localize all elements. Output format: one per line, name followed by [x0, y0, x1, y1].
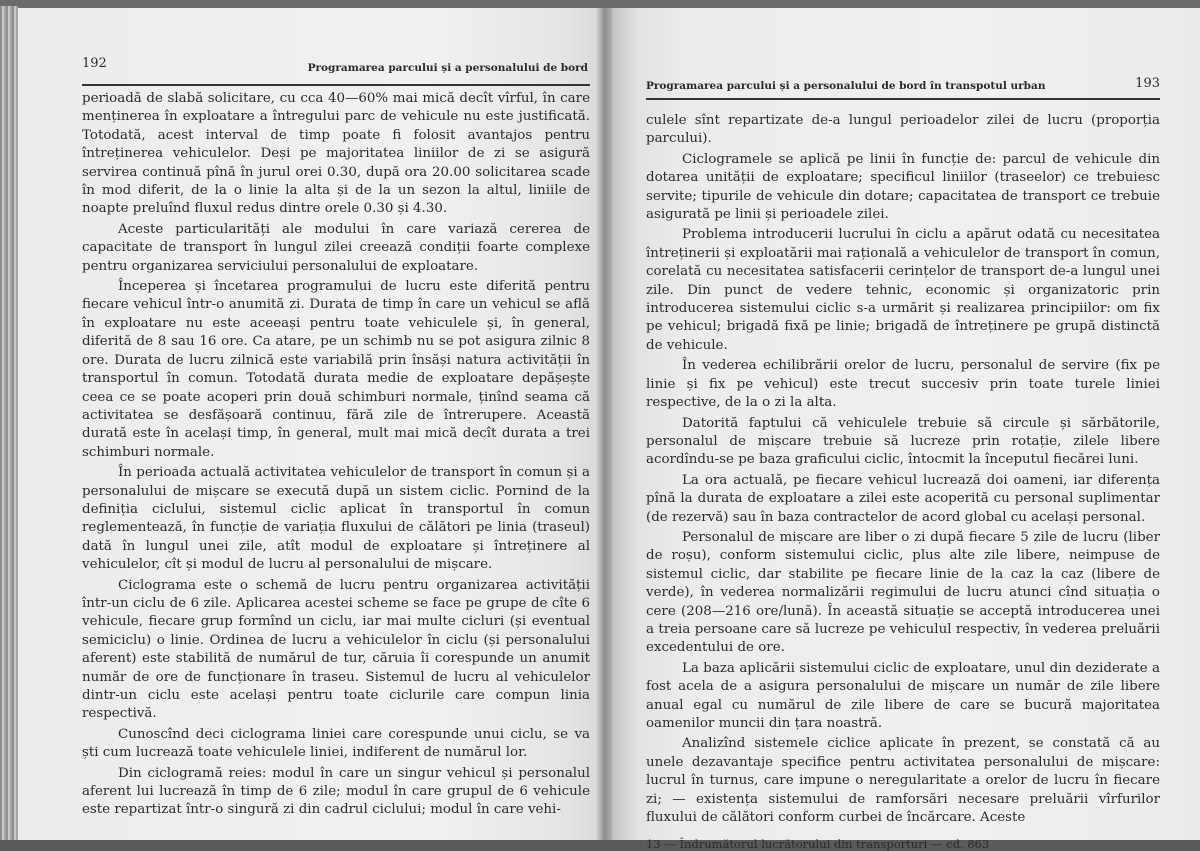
paragraph: Datorită faptului că vehiculele trebuie să circule și sărbătorile, personalul de mișcare trebuie să lucreze prin rotație, zilele libere acordîndu-se pe baza graficului ciclic, întocmit la începutul fiecărei luni. — [646, 415, 1160, 468]
paragraph: Personalul de mișcare are liber o zi după fiecare 5 zile de lucru (liber de roșu), conform sistemului ciclic, plus alte zile libere, neimpuse de sistemul ciclic, dar stabilite pe fiecare linie de la caz la caz (libere de verde), în vederea normalizării regimului de lucru atunci cînd situația o cere (208—216 ore/lună). În această situație se acceptă introducerea unei a treia persoane care să lucreze pe vehiculul respectiv, în vederea preluării excedentului de ore. — [646, 529, 1160, 656]
body-text — [646, 112, 1160, 829]
left-page — [18, 8, 602, 840]
paragraph: Ciclogramele se aplică pe linii în funcție de: parcul de vehicule din dotarea unității de exploatare; specificul liniilor (traseelor) ce trebuiesc servite; tipurile de vehicule din dotare; capacitatea de transport ce trebuie asigurată pe linii și perioadele zilei. — [646, 151, 1160, 223]
paragraph: culele sînt repartizate de-a lungul perioadelor zilei de lucru (proporția parcului). — [646, 113, 1160, 147]
paragraph: Începerea și încetarea programului de lucru este diferită pentru fiecare vehicul într-o anumită zi. Durata de timp în care un vehicul se află în exploatare nu este aceeași pentru toate vehiculele și, în general, diferită de 8 sau 16 ore. Ca atare, pe un schimb nu se pot asigura zilnic 8 ore. Durata de lucru zilnică este variabilă prin însăși natura activității în transportul în comun. Totodată durata medie de exploatare depășește ceea ce se poate acoperi prin două schimburi normale, ținînd seama că activitatea se desfășoară continuu, fără zile de întrerupere. Această durată este în același timp, în general, mult mai mică decît durata a trei schimburi normale. — [82, 279, 590, 460]
page-number: 192 — [82, 56, 107, 71]
page-footer-signature: 13 — Îndrumătorul lucrătorului din transporturi — cd. 863 — [646, 837, 990, 851]
paragraph: Aceste particularități ale modului în care variază cererea de capacitate de transport în lungul zilei creează condiții foarte complexe pentru organizarea serviciului personalului de exploatare. — [82, 221, 590, 274]
paragraph: În perioada actuală activitatea vehiculelor de transport în comun și a personalului de mișcare se execută după un sistem ciclic. Pornind de la definiția ciclului, sistemul ciclic aplicat în transportul în comun reglementează, în funcție de variația fluxului de călători pe linia (traseul) dată în lungul unei zile, atît modul de exploatare și întreținere al vehiculelor, cît și modul de lucru al personalului de mișcare. — [82, 465, 590, 573]
paragraph: Problema introducerii lucrului în ciclu a apărut odată cu necesitatea întreținerii și exploatării mai rațională a vehiculelor de transport în comun, corelată cu necesitatea satisfacerii cerințelor de transport de-a lungul unei zile. Din punct de vedere tehnic, economic și organizatoric prin introducerea sistemului ciclic s-a urmărit și realizarea principiilor: om fix pe vehicul; brigadă fixă pe linie; brigadă de întreținere pe grupă distinctă de vehicule. — [646, 227, 1160, 353]
paragraph: perioadă de slabă solicitare, cu cca 40—60% mai mică decît vîrful, în care menținerea în exploatare a întregului parc de vehicule nu este justificată. Totodată, acest interval de timp poate fi folosit avantajos pentru întreținerea vehiculelor. Deși pe majoritatea liniilor de zi se asigură servirea continuă pînă în jurul orei 0.30, după ora 20.00 solicitarea scade în mod diferit, de la o linie la alta și de la un sezon la altul, liniile de noapte preluînd fluxul redus dintre orele 0.30 și 4.30. — [82, 91, 590, 217]
book-page-edges — [0, 6, 18, 840]
header-rule — [646, 98, 1160, 100]
running-head: Programarea parcului și a personalului de bord în transpotul urban — [646, 80, 1046, 92]
paragraph: Ciclograma este o schemă de lucru pentru organizarea activității într-un ciclu de 6 zile. Aplicarea acestei scheme se face pe grupe de cîte 6 vehicule, fiecare grup formînd un ciclu, iar mai multe cicluri (și eventual semiciclu) o linie. Ordinea de lucru a vehiculelor în ciclu (și personalului aferent) este stabilită de numărul de tur, căruia îi corespunde un anumit număr de ore de funcționare în traseu. Sistemul de lucru al vehiculelor dintr-un ciclu este același pentru toate ciclurile care compun linia respectivă. — [82, 577, 590, 722]
paragraph: În vederea echilibrării orelor de lucru, personalul de servire (fix pe linie și fix pe vehicul) este trecut succesiv prin toate turele liniei respective, de la o zi la alta. — [646, 358, 1160, 411]
page-number: 193 — [1135, 76, 1160, 91]
paragraph: Din ciclogramă reies: modul în care un singur vehicul și personalul aferent lui lucrează în timp de 6 zile; modul în care grupul de 6 vehicule este repartizat într-o singură zi din cadrul ciclului; modul în care vehi- — [82, 765, 590, 818]
right-page — [602, 8, 1200, 851]
paragraph: Analizînd sistemele ciclice aplicate în prezent, se constată că au unele dezavantaje specifice pentru activitatea personalului de mișcare: lucrul în turnus, care impune o neregularitate a orelor de lucru în fiecare zi; — existența sistemului de ramforsări necesare preluării vîrfurilor fluxului de călători conform curbei de încărcare. Aceste — [646, 736, 1160, 826]
paragraph: Cunoscînd deci ciclograma liniei care corespunde unui ciclu, se va ști cum lucrează toate vehiculele liniei, indiferent de numărul lor. — [82, 726, 590, 761]
paragraph: La ora actuală, pe fiecare vehicul lucrează doi oameni, iar diferența pînă la durata de exploatare a zilei este acoperită cu personal suplimentar (de rezervă) sau în baza contractelor de acord global cu același personal. — [646, 472, 1160, 525]
book-spine-gutter — [596, 8, 612, 840]
paragraph: La baza aplicării sistemului ciclic de exploatare, unul din deziderate a fost acela de a asigura personalului de mișcare un număr de zile libere anual egal cu numărul de zile libere de care se bucură majoritatea oamenilor muncii din țara noastră. — [646, 660, 1160, 731]
running-head: Programarea parcului și a personalului de bord — [307, 62, 588, 74]
body-text — [82, 90, 590, 822]
header-rule — [82, 84, 590, 86]
